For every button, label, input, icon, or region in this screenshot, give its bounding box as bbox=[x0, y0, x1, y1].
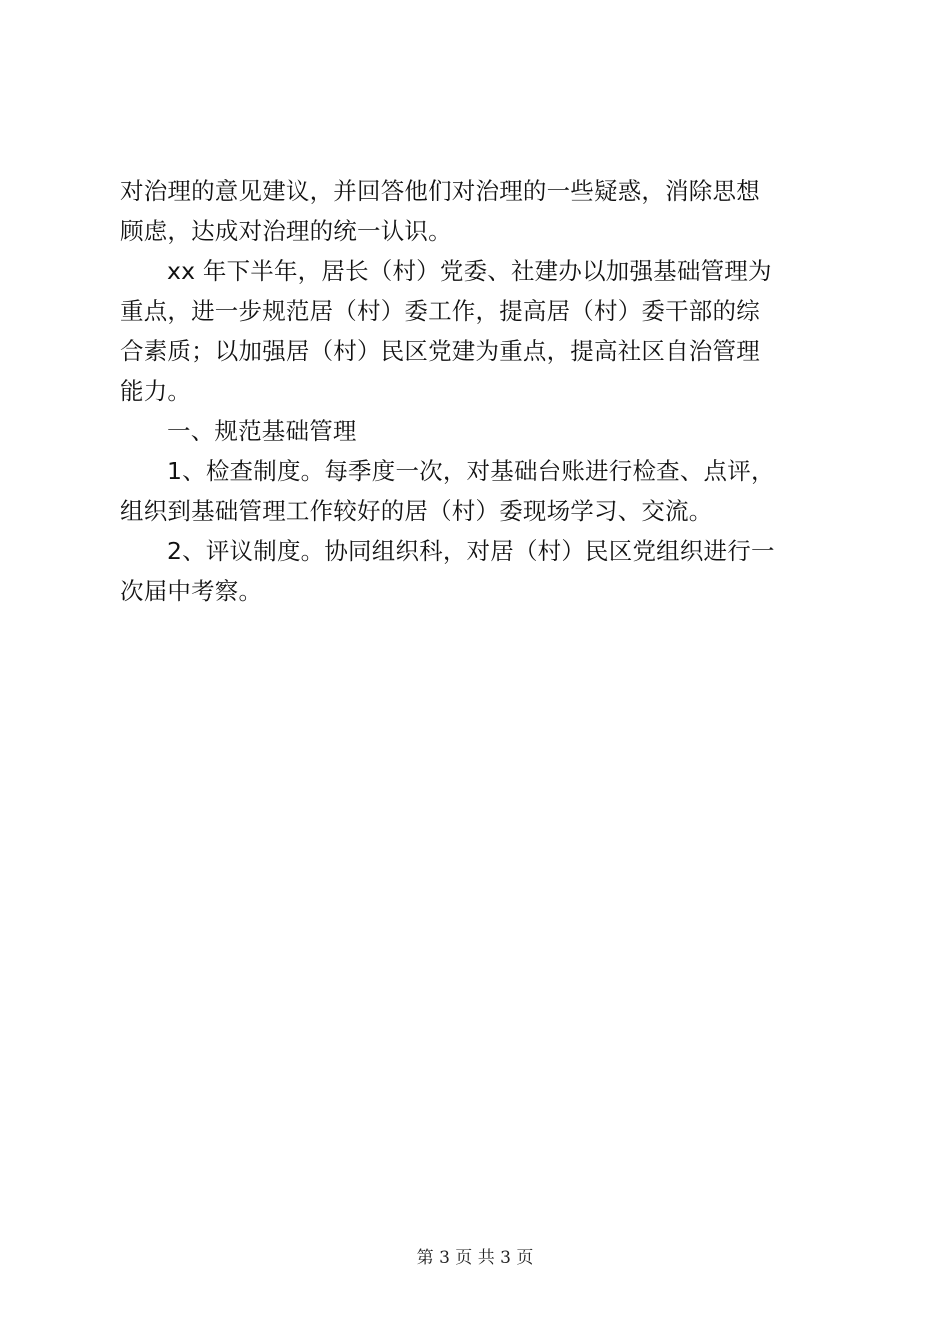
paragraph-line: 合素质；以加强居（村）民区党建为重点，提高社区自治管理 bbox=[120, 337, 760, 365]
paragraph-line: 2、评议制度。协同组织科，对居（村）民区党组织进行一 bbox=[167, 537, 775, 565]
paragraph-line: 1、检查制度。每季度一次，对基础台账进行检查、点评， bbox=[167, 457, 775, 485]
paragraph-line: xx 年下半年，居长（村）党委、社建办以加强基础管理为 bbox=[167, 257, 772, 285]
paragraph-line: 能力。 bbox=[120, 377, 192, 405]
paragraph-line: 组织到基础管理工作较好的居（村）委现场学习、交流。 bbox=[120, 497, 713, 525]
page-number-footer: 第 3 页 共 3 页 bbox=[416, 1248, 534, 1268]
paragraph-line: 次届中考察。 bbox=[120, 577, 263, 605]
paragraph-line: 重点，进一步规范居（村）委工作，提高居（村）委干部的综 bbox=[120, 297, 760, 325]
section-heading: 一、规范基础管理 bbox=[167, 417, 357, 445]
paragraph-line: 顾虑，达成对治理的统一认识。 bbox=[120, 217, 452, 245]
document-body bbox=[120, 171, 832, 611]
paragraph-line: 对治理的意见建议，并回答他们对治理的一些疑惑，消除思想 bbox=[120, 177, 760, 205]
